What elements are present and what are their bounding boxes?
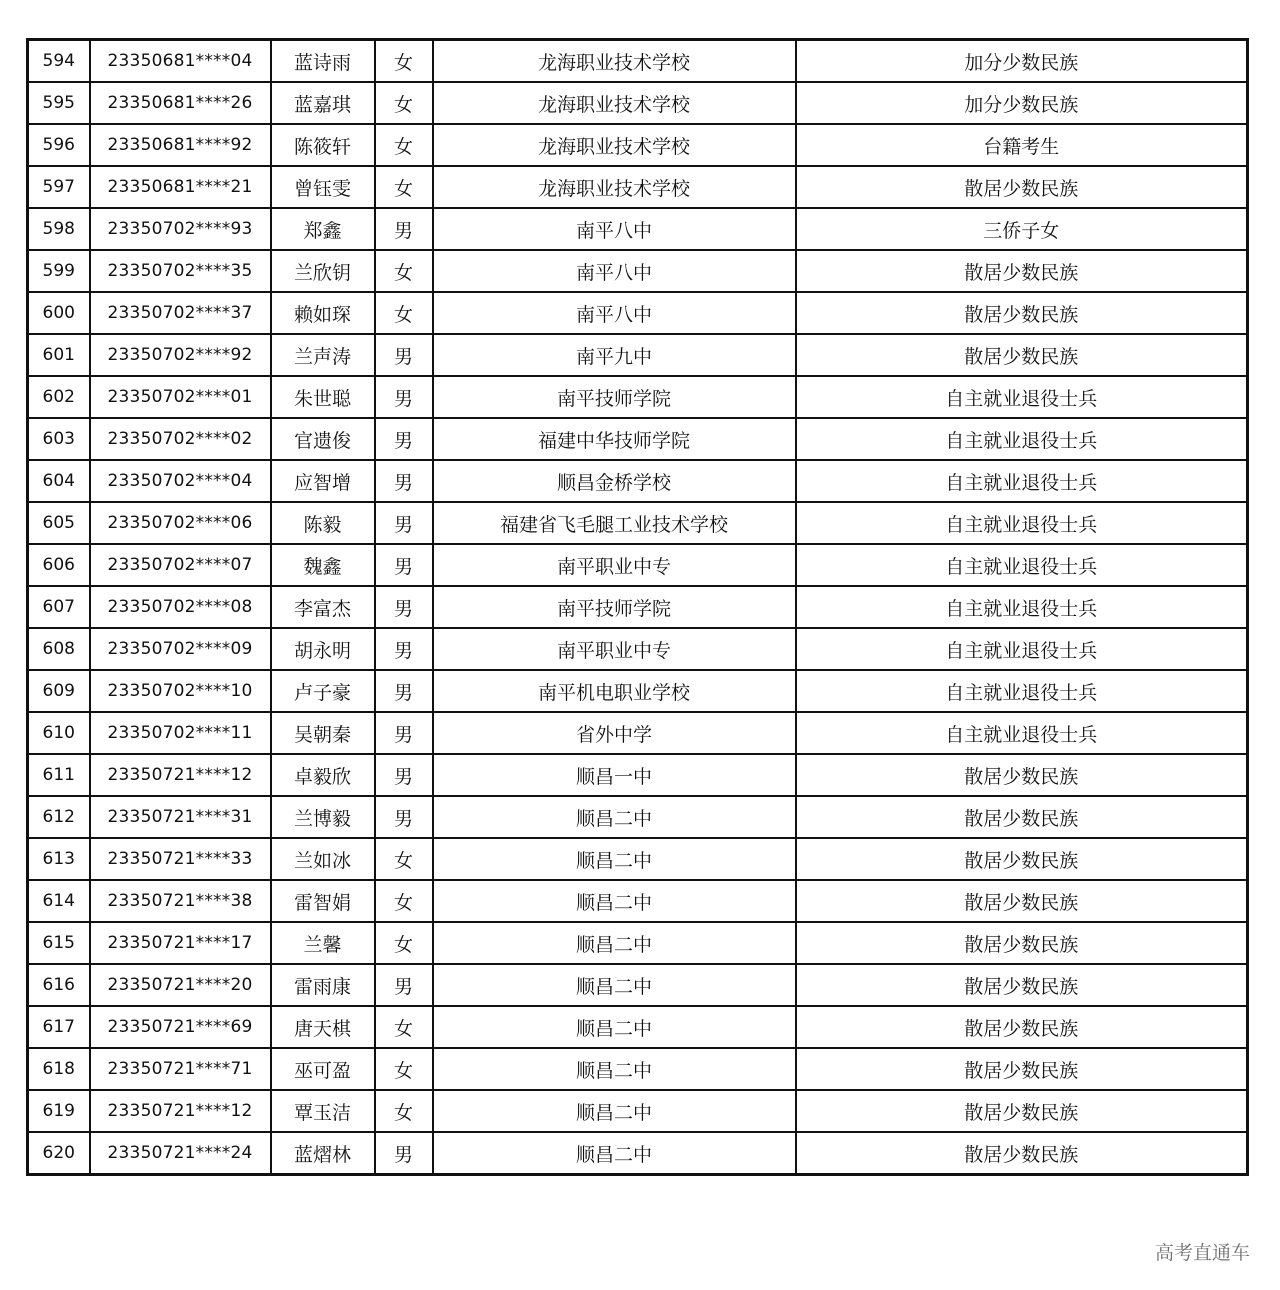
category-cell: 散居少数民族: [796, 1090, 1248, 1132]
table-row: [28, 334, 1248, 376]
school-cell: 顺昌二中: [433, 964, 796, 1006]
category-cell: 自主就业退役士兵: [796, 544, 1248, 586]
table-row: [28, 208, 1248, 250]
gender-cell: 女: [375, 880, 433, 922]
student-name-cell: 魏鑫: [271, 544, 375, 586]
exam-id-cell: 23350702****35: [90, 250, 271, 292]
school-cell: 福建中华技师学院: [433, 418, 796, 460]
gender-cell: 男: [375, 544, 433, 586]
school-cell: 龙海职业技术学校: [433, 82, 796, 124]
school-cell: 南平八中: [433, 208, 796, 250]
gender-cell: 男: [375, 334, 433, 376]
category-cell: 散居少数民族: [796, 922, 1248, 964]
category-cell: 散居少数民族: [796, 250, 1248, 292]
school-cell: 顺昌一中: [433, 754, 796, 796]
row-number-cell: 616: [28, 964, 90, 1006]
table-row: [28, 1048, 1248, 1090]
table-row: [28, 1006, 1248, 1048]
row-number-cell: 596: [28, 124, 90, 166]
row-number-cell: 605: [28, 502, 90, 544]
table-row: [28, 754, 1248, 796]
student-name-cell: 曾钰雯: [271, 166, 375, 208]
table-row: [28, 82, 1248, 124]
row-number-cell: 604: [28, 460, 90, 502]
exam-id-cell: 23350702****37: [90, 292, 271, 334]
gender-cell: 男: [375, 670, 433, 712]
row-number-cell: 600: [28, 292, 90, 334]
gender-cell: 女: [375, 292, 433, 334]
exam-id-cell: 23350681****21: [90, 166, 271, 208]
category-cell: 散居少数民族: [796, 1132, 1248, 1175]
category-cell: 自主就业退役士兵: [796, 712, 1248, 754]
table-row: [28, 628, 1248, 670]
category-cell: 散居少数民族: [796, 1048, 1248, 1090]
gender-cell: 男: [375, 586, 433, 628]
gender-cell: 女: [375, 922, 433, 964]
category-cell: 散居少数民族: [796, 754, 1248, 796]
table-row: [28, 166, 1248, 208]
student-name-cell: 郑鑫: [271, 208, 375, 250]
student-name-cell: 吴朝秦: [271, 712, 375, 754]
student-name-cell: 卓毅欣: [271, 754, 375, 796]
category-cell: 自主就业退役士兵: [796, 460, 1248, 502]
gender-cell: 女: [375, 40, 433, 83]
exam-id-cell: 23350721****12: [90, 1090, 271, 1132]
roster-body: [28, 40, 1248, 1175]
table-row: [28, 586, 1248, 628]
exam-id-cell: 23350702****93: [90, 208, 271, 250]
category-cell: 散居少数民族: [796, 1006, 1248, 1048]
row-number-cell: 597: [28, 166, 90, 208]
row-number-cell: 602: [28, 376, 90, 418]
exam-id-cell: 23350681****26: [90, 82, 271, 124]
row-number-cell: 594: [28, 40, 90, 83]
gender-cell: 女: [375, 1048, 433, 1090]
school-cell: 顺昌二中: [433, 922, 796, 964]
row-number-cell: 599: [28, 250, 90, 292]
student-name-cell: 卢子豪: [271, 670, 375, 712]
gender-cell: 男: [375, 460, 433, 502]
table-row: [28, 502, 1248, 544]
exam-id-cell: 23350721****17: [90, 922, 271, 964]
school-cell: 南平职业中专: [433, 544, 796, 586]
student-name-cell: 胡永明: [271, 628, 375, 670]
student-name-cell: 雷雨康: [271, 964, 375, 1006]
exam-id-cell: 23350702****06: [90, 502, 271, 544]
table-row: [28, 670, 1248, 712]
student-name-cell: 蓝诗雨: [271, 40, 375, 83]
exam-id-cell: 23350721****12: [90, 754, 271, 796]
category-cell: 自主就业退役士兵: [796, 586, 1248, 628]
student-name-cell: 陈毅: [271, 502, 375, 544]
gender-cell: 男: [375, 502, 433, 544]
exam-id-cell: 23350721****69: [90, 1006, 271, 1048]
table-row: [28, 796, 1248, 838]
gender-cell: 男: [375, 418, 433, 460]
exam-id-cell: 23350721****33: [90, 838, 271, 880]
gender-cell: 女: [375, 838, 433, 880]
row-number-cell: 612: [28, 796, 90, 838]
student-name-cell: 兰如冰: [271, 838, 375, 880]
school-cell: 南平八中: [433, 250, 796, 292]
school-cell: 省外中学: [433, 712, 796, 754]
table-row: [28, 544, 1248, 586]
category-cell: 散居少数民族: [796, 292, 1248, 334]
category-cell: 加分少数民族: [796, 40, 1248, 83]
row-number-cell: 620: [28, 1132, 90, 1175]
exam-id-cell: 23350702****92: [90, 334, 271, 376]
exam-id-cell: 23350721****38: [90, 880, 271, 922]
table-row: [28, 418, 1248, 460]
school-cell: 福建省飞毛腿工业技术学校: [433, 502, 796, 544]
gender-cell: 男: [375, 1132, 433, 1175]
school-cell: 龙海职业技术学校: [433, 40, 796, 83]
exam-id-cell: 23350702****10: [90, 670, 271, 712]
student-name-cell: 雷智娟: [271, 880, 375, 922]
row-number-cell: 606: [28, 544, 90, 586]
school-cell: 南平九中: [433, 334, 796, 376]
student-name-cell: 蓝嘉琪: [271, 82, 375, 124]
exam-id-cell: 23350702****04: [90, 460, 271, 502]
category-cell: 加分少数民族: [796, 82, 1248, 124]
student-name-cell: 朱世聪: [271, 376, 375, 418]
gender-cell: 女: [375, 82, 433, 124]
gender-cell: 男: [375, 712, 433, 754]
table-row: [28, 460, 1248, 502]
exam-id-cell: 23350702****11: [90, 712, 271, 754]
row-number-cell: 617: [28, 1006, 90, 1048]
category-cell: 自主就业退役士兵: [796, 376, 1248, 418]
table-row: [28, 838, 1248, 880]
exam-id-cell: 23350702****02: [90, 418, 271, 460]
table-row: [28, 376, 1248, 418]
table-row: [28, 880, 1248, 922]
watermark-text: 高考直通车: [1154, 1242, 1250, 1264]
category-cell: 散居少数民族: [796, 880, 1248, 922]
school-cell: 南平八中: [433, 292, 796, 334]
school-cell: 南平机电职业学校: [433, 670, 796, 712]
gender-cell: 女: [375, 1006, 433, 1048]
row-number-cell: 618: [28, 1048, 90, 1090]
row-number-cell: 615: [28, 922, 90, 964]
table-row: [28, 1132, 1248, 1175]
school-cell: 顺昌二中: [433, 1090, 796, 1132]
school-cell: 顺昌二中: [433, 880, 796, 922]
category-cell: 自主就业退役士兵: [796, 670, 1248, 712]
student-name-cell: 兰声涛: [271, 334, 375, 376]
exam-id-cell: 23350702****09: [90, 628, 271, 670]
school-cell: 顺昌二中: [433, 838, 796, 880]
school-cell: 顺昌二中: [433, 1048, 796, 1090]
student-name-cell: 覃玉洁: [271, 1090, 375, 1132]
category-cell: 散居少数民族: [796, 334, 1248, 376]
row-number-cell: 611: [28, 754, 90, 796]
school-cell: 顺昌二中: [433, 1132, 796, 1175]
school-cell: 南平职业中专: [433, 628, 796, 670]
category-cell: 台籍考生: [796, 124, 1248, 166]
row-number-cell: 609: [28, 670, 90, 712]
school-cell: 南平技师学院: [433, 376, 796, 418]
table-row: [28, 292, 1248, 334]
student-name-cell: 兰欣钥: [271, 250, 375, 292]
row-number-cell: 610: [28, 712, 90, 754]
row-number-cell: 607: [28, 586, 90, 628]
gender-cell: 女: [375, 124, 433, 166]
exam-id-cell: 23350721****24: [90, 1132, 271, 1175]
row-number-cell: 608: [28, 628, 90, 670]
table-row: [28, 964, 1248, 1006]
exam-id-cell: 23350721****71: [90, 1048, 271, 1090]
school-cell: 南平技师学院: [433, 586, 796, 628]
gender-cell: 男: [375, 796, 433, 838]
exam-id-cell: 23350681****92: [90, 124, 271, 166]
gender-cell: 女: [375, 1090, 433, 1132]
row-number-cell: 619: [28, 1090, 90, 1132]
exam-id-cell: 23350702****01: [90, 376, 271, 418]
exam-id-cell: 23350721****31: [90, 796, 271, 838]
category-cell: 散居少数民族: [796, 796, 1248, 838]
table-row: [28, 40, 1248, 83]
table-row: [28, 922, 1248, 964]
table-row: [28, 124, 1248, 166]
row-number-cell: 601: [28, 334, 90, 376]
row-number-cell: 613: [28, 838, 90, 880]
school-cell: 龙海职业技术学校: [433, 124, 796, 166]
gender-cell: 男: [375, 754, 433, 796]
school-cell: 顺昌二中: [433, 796, 796, 838]
exam-id-cell: 23350721****20: [90, 964, 271, 1006]
category-cell: 散居少数民族: [796, 838, 1248, 880]
student-name-cell: 蓝熠林: [271, 1132, 375, 1175]
exam-id-cell: 23350702****08: [90, 586, 271, 628]
school-cell: 龙海职业技术学校: [433, 166, 796, 208]
student-name-cell: 兰博毅: [271, 796, 375, 838]
table-row: [28, 712, 1248, 754]
student-name-cell: 兰馨: [271, 922, 375, 964]
school-cell: 顺昌金桥学校: [433, 460, 796, 502]
gender-cell: 男: [375, 208, 433, 250]
student-name-cell: 官遗俊: [271, 418, 375, 460]
gender-cell: 男: [375, 376, 433, 418]
row-number-cell: 595: [28, 82, 90, 124]
row-number-cell: 598: [28, 208, 90, 250]
student-name-cell: 巫可盈: [271, 1048, 375, 1090]
category-cell: 自主就业退役士兵: [796, 502, 1248, 544]
student-name-cell: 赖如琛: [271, 292, 375, 334]
table-row: [28, 250, 1248, 292]
category-cell: 散居少数民族: [796, 964, 1248, 1006]
student-name-cell: 应智增: [271, 460, 375, 502]
exam-id-cell: 23350681****04: [90, 40, 271, 83]
category-cell: 自主就业退役士兵: [796, 628, 1248, 670]
table-row: [28, 1090, 1248, 1132]
student-name-cell: 李富杰: [271, 586, 375, 628]
student-name-cell: 陈筱轩: [271, 124, 375, 166]
category-cell: 自主就业退役士兵: [796, 418, 1248, 460]
category-cell: 三侨子女: [796, 208, 1248, 250]
exam-id-cell: 23350702****07: [90, 544, 271, 586]
gender-cell: 男: [375, 964, 433, 1006]
row-number-cell: 603: [28, 418, 90, 460]
row-number-cell: 614: [28, 880, 90, 922]
category-cell: 散居少数民族: [796, 166, 1248, 208]
gender-cell: 女: [375, 250, 433, 292]
school-cell: 顺昌二中: [433, 1006, 796, 1048]
student-name-cell: 唐天棋: [271, 1006, 375, 1048]
gender-cell: 男: [375, 628, 433, 670]
roster-table: [26, 38, 1249, 1176]
gender-cell: 女: [375, 166, 433, 208]
